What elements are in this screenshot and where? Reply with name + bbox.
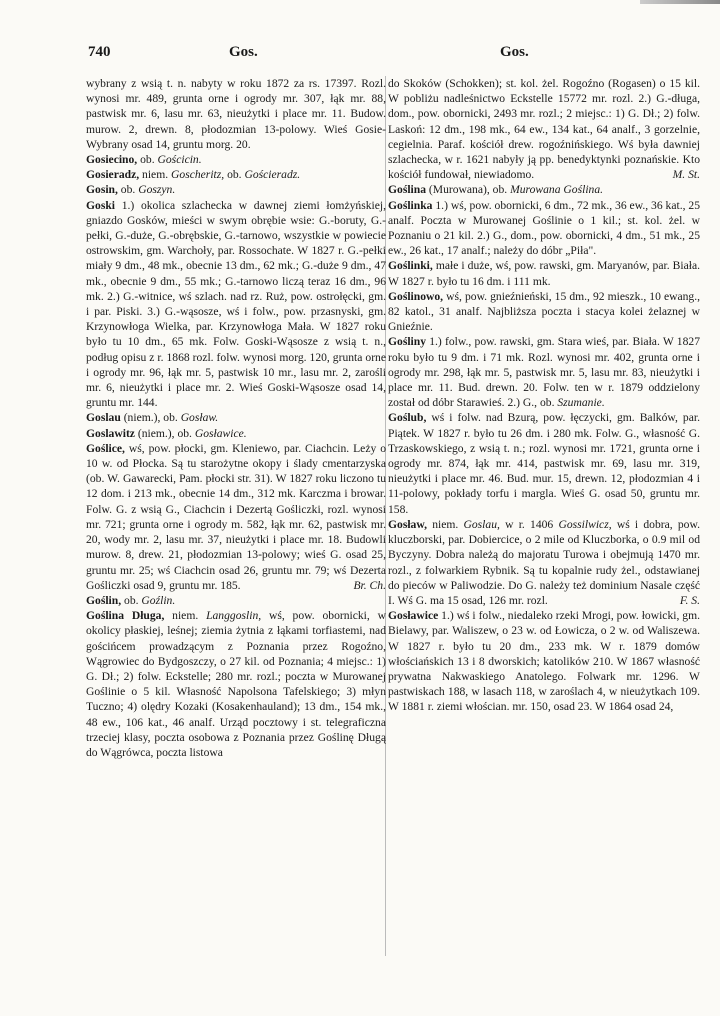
entry-text: niem.: [164, 609, 207, 623]
entry-headword: Gosław,: [388, 517, 427, 531]
dictionary-entry: [388, 76, 700, 182]
author-signature: Br. Ch.: [353, 578, 386, 592]
entry-headword: Goślub,: [388, 411, 427, 425]
dictionary-entry: [86, 593, 386, 608]
entry-text: ob.: [137, 153, 158, 167]
entry-text: ob.: [121, 593, 142, 607]
entry-italic: Gossilwicz,: [558, 517, 612, 531]
entry-text: niem.: [426, 517, 464, 531]
dictionary-entry: [388, 334, 700, 410]
entry-italic: Gościeradz.: [244, 168, 301, 182]
dictionary-entry: [86, 426, 386, 441]
entry-italic: Gościcin.: [157, 153, 202, 167]
dictionary-entry: [388, 410, 700, 516]
running-head-left: Gos.: [229, 44, 258, 60]
entry-italic: Murowana Goślina.: [510, 183, 604, 197]
entry-headword: Goślinki,: [388, 259, 433, 273]
dictionary-entry: [86, 608, 386, 760]
entry-text: wś, pow. obornicki, w okolicy płaskiej, leśnej; ziemia żytnia z łąkami torfiastemi, nad gościńcem prowadzącym z Poznania przez Rogoźno, Wągrowiec do Bydgoszczy, o 27 kil. od Poznania; 4 miejsc.: 1) G. Dł.; 2) folw. Eckstelle; 280 mr. rozl.; poczta w Murowanej Goślinie o 5 kil. Własność Napolsona Tafelskiego; 3) młyn Tuczno; 4) olędry Kozaki (Kosakenhauland); 13 dm., 154 mk., 48 ew., 106 kat., 46 analf. Urząd pocztowy i st. telegraficzna trzeciej klasy, poczta osobowa z Poznania przez Goślinę Długą do Wągrówca, poczta listowa: [86, 609, 386, 759]
dictionary-entry: [86, 410, 386, 425]
entry-italic: Goźlin.: [141, 593, 176, 607]
entry-text: do Skoków (Schokken); st. kol. żel. Rogoźno (Rogasen) o 15 kil. W pobliżu nadleśnictwo Eckstelle 15772 mr. rozl. 2.) G.-długa, dom., pow. obornicki, 2493 mr. rozl.; 2 miejsc.: 1) G. Dł.; 2) folw. Laskoń: 12 dm., 198 mk., 64 ew., 134 kat., 64 analf., 3 gorzelnie, cegielnia. Paraf. kościół drew. rogoźnińskiego. Wś była dawniej szlachecka, w r. 1621 nabyły ją pp. benedyktynki poznańskie. Kto kościół fundował, niewiadomo.: [388, 77, 700, 182]
entry-text: wś i dobra, pow. kluczborski, par. Dobiercice, o 2 mile od Kluczborka, o 0.9 mil od Byczyny. Dobra należą do majoratu Turowa i obejmują 1470 mr. rozl., z folwarkiem Rybnik. Są tu kopalnie rudy żel., odstawianej do pieców w Paliwodzie. Do G. należy też dominium Nasale część I. Wś G. ma 15 osad, 126 mr. rozl.: [388, 517, 700, 607]
entry-italic: Gosław.: [180, 411, 219, 425]
entry-text: 1.) wś i folw., niedaleko rzeki Mrogi, pow. łowicki, gm. Bielawy, par. Waliszew, o 23 w. od Łowicza, o 2 w. od Waliszewa. W 1827 r. było tu 20 dm., 233 mk. W r. 1879 domów włościańskich 13 i 8 dworskich; katolików 210. W 1867 własność prywatna Nakwaskiego Anatolego. Folwark mr. 1296. W pastwiskach 188, w lasach 118, w zaroślach 4, w nieużytkach 109. W 1881 r. ziemi włościan. mr. 150, osad 23. W 1864 osad 24,: [388, 609, 700, 714]
entry-headword: Gosiecino,: [86, 153, 138, 167]
entry-headword: Gośliny: [388, 335, 427, 349]
dictionary-entry: [86, 182, 386, 197]
entry-italic: Goszyn.: [138, 183, 176, 197]
entry-text: 1.) folw., pow. rawski, gm. Stara wieś, par. Biała. W 1827 roku było tu 9 dm. i 71 mk. Rozl. wynosi mr. 402, grunta orne i ogrody mr. 298, łąk mr. 5, pastwisk mr. 5, lasu mr. 83, nieużytki i place mr. 11. Bud. drewn. 20. Folw. ten w r. 1879 oddzielony został od dóbr Starawieś. 2.) G., ob.: [388, 335, 700, 410]
dictionary-entry: [86, 152, 386, 167]
dictionary-entry: [388, 198, 700, 259]
dictionary-entry: [388, 258, 700, 288]
entry-headword: Goślinka: [388, 198, 433, 212]
entry-italic: Gosławice.: [194, 426, 247, 440]
dictionary-entry: [86, 198, 386, 411]
entry-headword: Gosin,: [86, 183, 118, 197]
author-signature: F. S.: [679, 593, 700, 607]
entry-text: wś, pow. płocki, gm. Kleniewo, par. Ciachcin. Leży o 10 w. od Płocka. Są tu starożytne okopy i ślady cmentarzyska (ob. W. Gawarecki, Pam. płocki str. 31). W 1827 roku liczono tu 12 dom. i 213 mk., obecnie 14 dm., 312 mk. Karczma i browar. Folw. G. z wsią G., Ciachcin i Dezertą Gośliczki, rozl. wynosi mr. 721; grunta orne i ogrody m. 582, łąk mr. 62, pastwisk mr. 20, wody mr. 2, lasu mr. 37, nieużytki i place mr. 18. Budowli murow. 8, drew. 21, płodozmian 13-polowy; wieś G. osad 25, gruntu mr. 25; wś Ciachcin osad 26, gruntu mr. 79; wś Dezerta Gośliczki osad 9, gruntu mr. 185.: [86, 441, 386, 592]
page-header: [88, 44, 578, 66]
dictionary-entry: [86, 167, 386, 182]
entry-headword: Goślice,: [86, 441, 125, 455]
entry-headword: Goślinowo,: [388, 289, 444, 303]
entry-headword: Goślina Długa,: [86, 609, 165, 623]
entry-headword: Goślin,: [86, 593, 122, 607]
entry-text: ob.: [117, 183, 139, 197]
entry-text: (niem.), ob.: [120, 411, 181, 425]
entry-text: w r. 1406: [499, 517, 559, 531]
entry-text: wś, pow. gnieźnieński, 15 dm., 92 mieszk., 10 ewang., 82 katol., 31 analf. Najbliższa poczta i stacya kolei żelaznej w Gnieźnie.: [388, 289, 700, 334]
entry-text: (Murowana), ob.: [426, 183, 511, 197]
dictionary-entry: [86, 76, 386, 152]
dictionary-entry: [388, 182, 700, 197]
entry-italic: Goscheritz,: [171, 168, 225, 182]
entry-italic: Goslau,: [463, 517, 500, 531]
entry-headword: Goślina: [388, 183, 427, 197]
page-edge-mark: [640, 0, 720, 4]
running-head-right: Gos.: [500, 44, 529, 60]
entry-text: ob.: [224, 168, 245, 182]
entry-italic: Szumanie.: [557, 396, 605, 410]
entry-text: 1.) wś, pow. obornicki, 6 dm., 72 mk., 36 ew., 36 kat., 25 analf. Poczta w Murowanej Goślinie o 1 kil.; st. kol. żel. w Poznaniu o 21 kil. 2.) G., dom., pow. obornicki, 4 dm., 51 mk., 25 ew., 26 kat., 17 analf.; należy do dóbr „Piła".: [388, 198, 700, 258]
entry-text: małe i duże, wś, pow. rawski, gm. Maryanów, par. Biała. W 1827 r. było tu 16 dm. i 111 mk.: [388, 259, 700, 288]
dictionary-entry: [388, 289, 700, 335]
entry-headword: Gosławice: [388, 609, 439, 623]
entry-headword: Gosieradz,: [86, 168, 140, 182]
entry-text: 1.) okolica szlachecka w dawnej ziemi łomżyńskiej, gniazdo Gosków, mieści w swym obrębie wsie: G.-boruty, G.-pełki, G.-duże, G.-obrębskie, G.-tarnowo, wszystkie w powiecie ostrowskim, gm. Warchoły, par. Rossochate. W 1827 r. G.-pełki miały 9 dm., 48 mk., obecnie 13 dm., 62 mk.; G.-duże 9 dm., 47 mk., obecnie 9 dm., 55 mk.; G.-tarnowo liczą teraz 16 dm., 96 mk. 2.) G.-witnice, wś szlach. nad rz. Ruż, pow. ostrołęcki, gm. i par. Piski. 3.) G.-wąsosze, wś i folw., pow. przasnyski, gm. Krzynowłoga Wielka, par. Krzynowłoga Mała. W 1827 roku było tu 10 dm., 65 mk. Folw. Goski-Wąsosze z wsią t. n., podług opisu z r. 1868 rozl. folw. wynosi morg. 120, grunta orne i ogrody mr. 96, łąk mr. 5, pastwisk 10 mr., lasu mr. 2, zarośli mr. 6, nieużytki i place mr. 2. Wieś Goski-Wąsosze osad 14, gruntu mr. 144.: [86, 198, 386, 410]
entry-italic: Langgoslin,: [206, 609, 262, 623]
left-column: [86, 76, 386, 996]
entry-text: wś i folw. nad Bzurą, pow. łęczycki, gm. Balków, par. Piątek. W 1827 r. było tu 26 dm. i 280 mk. Folw. G., własność G. Trzaskowskiego, z wsią t. n.; rozl. wynosi mr. 1721, grunta orne i ogrody mr. 874, łąk mr. 414, pastwisk mr. 69, lasu mr. 319, nieużytki i place mr. 46. Bud. mur. 15, drewn. 12, płodozmian 4 i 11-polowy, pokłady torfu i margla. Wieś G. osad 50, gruntu mr. 158.: [388, 411, 700, 516]
dictionary-entry: [86, 441, 386, 593]
author-signature: M. St.: [672, 168, 700, 182]
entry-headword: Goslau: [86, 411, 121, 425]
page-number: 740: [88, 44, 111, 60]
dictionary-entry: [388, 608, 700, 714]
dictionary-entry: [388, 517, 700, 608]
right-column: [388, 76, 700, 996]
entry-text: (niem.), ob.: [134, 426, 195, 440]
entry-text: niem.: [139, 168, 172, 182]
entry-headword: Goski: [86, 198, 115, 212]
entry-text: wybrany z wsią t. n. nabyty w roku 1872 za rs. 17397. Rozl. wynosi mr. 489, grunta orne i ogrody mr. 307, łąk mr. 88, pastwisk mr. 6, lasu mr. 63, nieużytki i place mr. 11. Budow. murow. 2, drewn. 8, płodozmian 13-polowy. Wieś Gosie-Wybrany osad 14, gruntu morg. 20.: [86, 77, 386, 151]
entry-headword: Goslawitz: [86, 426, 135, 440]
